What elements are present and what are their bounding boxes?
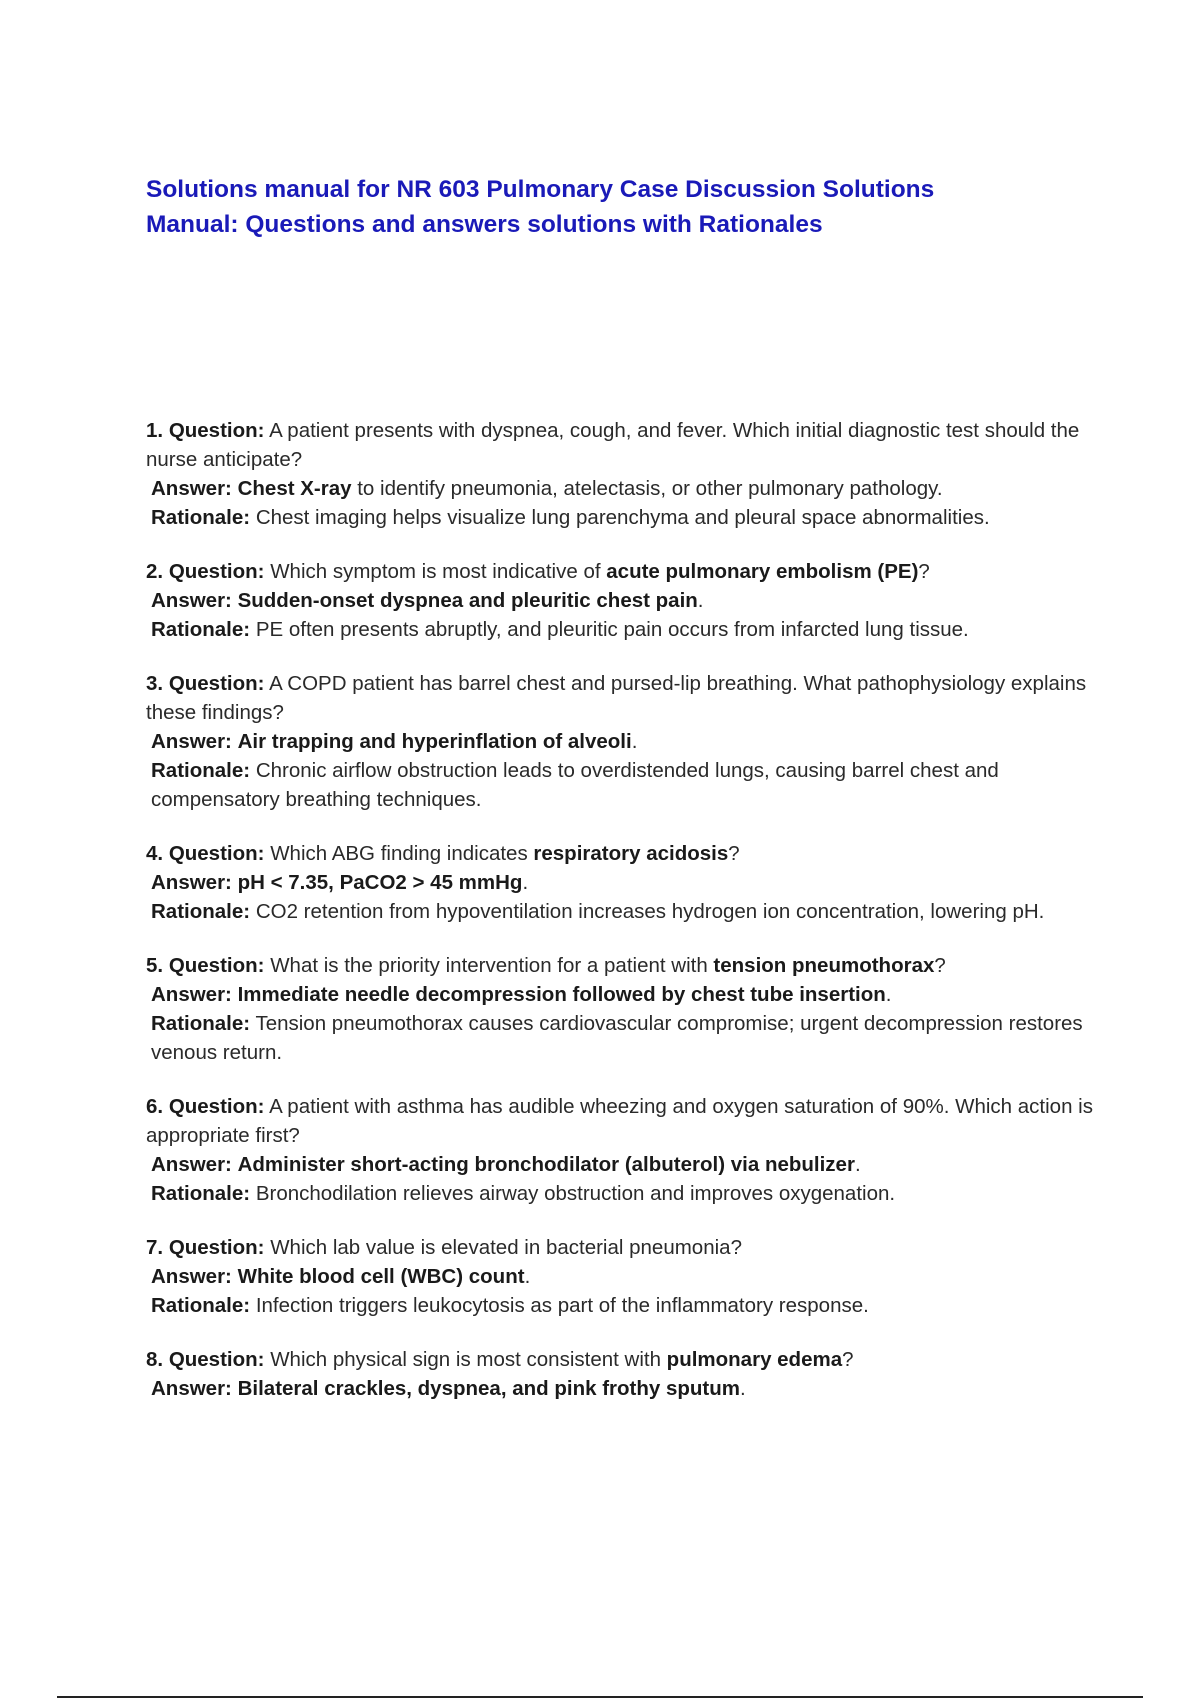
question-body: Which symptom is most indicative of xyxy=(270,560,607,583)
qa-item-3 xyxy=(146,669,1096,814)
question-label: Question: xyxy=(168,672,265,695)
answer-key: Sudden-onset dyspnea and pleuritic chest pain xyxy=(237,589,698,612)
answer-label: Answer: xyxy=(151,1377,232,1400)
answer-rest: . xyxy=(697,589,704,612)
qa-item-4 xyxy=(146,839,1096,926)
qa-item-2 xyxy=(146,557,1096,644)
answer-rest: . xyxy=(631,730,638,753)
answer-label: Answer: xyxy=(151,477,232,500)
rationale-text xyxy=(146,756,1096,814)
question-key-term: tension pneumothorax xyxy=(713,954,935,977)
question-label: Question: xyxy=(168,1348,265,1371)
answer-key: Chest X-ray xyxy=(237,477,352,500)
question-number: 4. xyxy=(146,842,164,865)
rationale-text xyxy=(146,503,1096,532)
answer-text xyxy=(146,980,1096,1009)
question-end: ? xyxy=(934,954,946,977)
answer-rest: to identify pneumonia, atelectasis, or other pulmonary pathology. xyxy=(351,477,943,500)
answer-text xyxy=(146,1262,1096,1291)
rationale-body: Chronic airflow obstruction leads to overdistended lungs, causing barrel chest and compensatory breathing techniques. xyxy=(151,759,999,811)
qa-item-6 xyxy=(146,1092,1096,1208)
answer-key: Air trapping and hyperinflation of alveoli xyxy=(237,730,632,753)
answer-label: Answer: xyxy=(151,1265,232,1288)
answer-key: Bilateral crackles, dyspnea, and pink frothy sputum xyxy=(237,1377,740,1400)
answer-text xyxy=(146,586,1096,615)
qa-list xyxy=(146,416,1096,1428)
answer-text xyxy=(146,1150,1096,1179)
answer-rest: . xyxy=(740,1377,746,1400)
question-end: ? xyxy=(918,560,930,583)
question-body: Which physical sign is most consistent with xyxy=(270,1348,667,1371)
rationale-label: Rationale: xyxy=(151,1294,251,1317)
question-text xyxy=(146,669,1096,727)
answer-rest: . xyxy=(524,1265,531,1288)
question-body: A patient with asthma has audible wheezing and oxygen saturation of 90%. Which action is appropriate first? xyxy=(146,1095,1093,1147)
rationale-body: CO2 retention from hypoventilation increases hydrogen ion concentration, lowering pH. xyxy=(255,900,1045,923)
rationale-text xyxy=(146,1179,1096,1208)
question-text xyxy=(146,1233,1096,1262)
answer-key: pH < 7.35, PaCO2 > 45 mmHg xyxy=(237,871,523,894)
answer-text xyxy=(146,474,1096,503)
question-number: 1. xyxy=(146,419,164,442)
rationale-label: Rationale: xyxy=(151,1012,251,1035)
answer-rest: . xyxy=(854,1153,861,1176)
qa-item-5 xyxy=(146,951,1096,1067)
rationale-body: Chest imaging helps visualize lung parenchyma and pleural space abnormalities. xyxy=(255,506,990,529)
question-end: ? xyxy=(728,842,740,865)
answer-label: Answer: xyxy=(151,983,232,1006)
rationale-body: Tension pneumothorax causes cardiovascular compromise; urgent decompression restores venous return. xyxy=(151,1012,1083,1064)
rationale-text xyxy=(146,897,1096,926)
question-label: Question: xyxy=(168,842,265,865)
question-label: Question: xyxy=(168,560,265,583)
answer-label: Answer: xyxy=(151,730,232,753)
question-text xyxy=(146,839,1096,868)
answer-key: Administer short-acting bronchodilator (albuterol) via nebulizer xyxy=(237,1153,855,1176)
question-label: Question: xyxy=(168,1236,265,1259)
question-text xyxy=(146,557,1096,586)
answer-text xyxy=(146,1374,1096,1403)
rationale-text xyxy=(146,615,1096,644)
question-key-term: pulmonary edema xyxy=(666,1348,843,1371)
document-title-line-2: Manual: Questions and answers solutions with Rationales xyxy=(146,211,823,238)
answer-label: Answer: xyxy=(151,1153,232,1176)
answer-key: Immediate needle decompression followed by chest tube insertion xyxy=(237,983,886,1006)
rationale-text xyxy=(146,1291,1096,1320)
qa-item-7 xyxy=(146,1233,1096,1320)
question-text xyxy=(146,1092,1096,1150)
answer-label: Answer: xyxy=(151,589,232,612)
answer-label: Answer: xyxy=(151,871,232,894)
question-body: A patient presents with dyspnea, cough, and fever. Which initial diagnostic test should the nurse anticipate? xyxy=(146,419,1080,471)
question-body: Which lab value is elevated in bacterial pneumonia? xyxy=(270,1236,742,1259)
rationale-body: Infection triggers leukocytosis as part of the inflammatory response. xyxy=(255,1294,869,1317)
question-label: Question: xyxy=(168,419,265,442)
answer-text xyxy=(146,727,1096,756)
question-end: ? xyxy=(842,1348,854,1371)
question-body: Which ABG finding indicates xyxy=(270,842,534,865)
question-text xyxy=(146,416,1096,474)
answer-rest: . xyxy=(885,983,892,1006)
answer-text xyxy=(146,868,1096,897)
question-number: 8. xyxy=(146,1348,164,1371)
question-number: 3. xyxy=(146,672,164,695)
rationale-body: Bronchodilation relieves airway obstruction and improves oxygenation. xyxy=(255,1182,896,1205)
question-text xyxy=(146,951,1096,980)
rationale-label: Rationale: xyxy=(151,1182,251,1205)
rationale-body: PE often presents abruptly, and pleuritic pain occurs from infarcted lung tissue. xyxy=(255,618,969,641)
question-label: Question: xyxy=(168,1095,265,1118)
document-title-line-1: Solutions manual for NR 603 Pulmonary Case Discussion Solutions xyxy=(146,176,935,203)
rationale-label: Rationale: xyxy=(151,900,251,923)
question-label: Question: xyxy=(168,954,265,977)
rationale-label: Rationale: xyxy=(151,506,251,529)
question-key-term: respiratory acidosis xyxy=(533,842,729,865)
qa-item-1 xyxy=(146,416,1096,532)
question-text xyxy=(146,1345,1096,1374)
question-number: 7. xyxy=(146,1236,164,1259)
question-number: 2. xyxy=(146,560,164,583)
answer-key: White blood cell (WBC) count xyxy=(237,1265,525,1288)
question-number: 6. xyxy=(146,1095,164,1118)
page-bottom-rule xyxy=(57,1696,1143,1698)
rationale-label: Rationale: xyxy=(151,759,251,782)
rationale-label: Rationale: xyxy=(151,618,251,641)
question-number: 5. xyxy=(146,954,164,977)
question-key-term: acute pulmonary embolism (PE) xyxy=(606,560,919,583)
qa-item-8 xyxy=(146,1345,1096,1403)
question-body: What is the priority intervention for a patient with xyxy=(270,954,714,977)
document-title xyxy=(146,172,1106,242)
question-body: A COPD patient has barrel chest and pursed-lip breathing. What pathophysiology explains these findings? xyxy=(146,672,1087,724)
answer-rest: . xyxy=(522,871,529,894)
rationale-text xyxy=(146,1009,1096,1067)
